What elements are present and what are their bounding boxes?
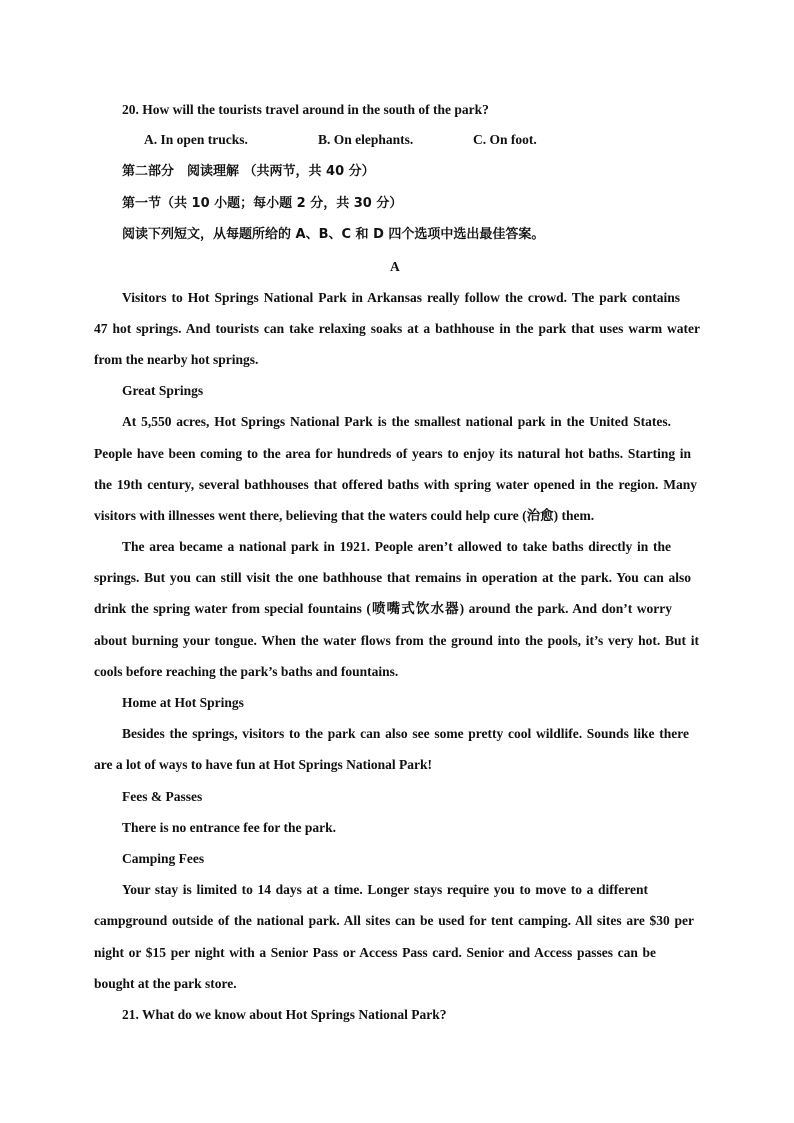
- great-line-2: People have been coming to the area for hundreds of years to enjoy its natural hot baths. Starting in: [94, 446, 691, 461]
- np-line-4: about burning your tongue. When the water flows from the ground into the pools, it’s very hot. But it: [94, 633, 699, 648]
- great-line-4: visitors with illnesses went there, believing that the waters could help cure (治愈) them.: [94, 508, 595, 523]
- question-21: 21. What do we know about Hot Springs National Park?: [122, 1007, 447, 1022]
- np-line-2: springs. But you can still visit the one bathhouse that remains in operation at the park. You can also: [94, 570, 691, 585]
- home-line-2: are a lot of ways to have fun at Hot Springs National Park!: [94, 757, 433, 772]
- great-line-3: the 19th century, several bathhouses that offered baths with spring water opened in the region. Many: [94, 477, 697, 492]
- q20-option-a: A. In open trucks.: [144, 132, 248, 147]
- instruction: 阅读下列短文，从每题所给的 A、B、C 和 D 四个选项中选出最佳答案。: [122, 227, 545, 242]
- section1-heading: 第一节（共 10 小题；每小题 2 分，共 30 分）: [122, 196, 403, 211]
- camping-line-2: campground outside of the national park. All sites can be used for tent camping. All sites are $30 per: [94, 913, 694, 928]
- camping-line-1: Your stay is limited to 14 days at a time. Longer stays require you to move to a different: [122, 882, 648, 897]
- heading-camping: Camping Fees: [122, 851, 205, 866]
- intro-line-1: Visitors to Hot Springs National Park in Arkansas really follow the crowd. The park contains: [122, 290, 680, 305]
- intro-line-3: from the nearby hot springs.: [94, 352, 259, 367]
- fees-line: There is no entrance fee for the park.: [122, 820, 336, 835]
- home-line-1: Besides the springs, visitors to the park can also see some pretty cool wildlife. Sounds like there: [122, 726, 689, 741]
- q20-option-b: B. On elephants.: [318, 132, 414, 147]
- np-line-3: drink the spring water from special fountains (喷嘴式饮水器) around the park. And don’t worry: [94, 601, 672, 616]
- passage-letter: A: [390, 259, 400, 274]
- heading-great-springs: Great Springs: [122, 383, 204, 398]
- heading-fees: Fees & Passes: [122, 789, 203, 804]
- intro-line-2: 47 hot springs. And tourists can take relaxing soaks at a bathhouse in the park that uses warm water: [94, 321, 700, 336]
- question-20: 20. How will the tourists travel around in the south of the park?: [122, 102, 489, 117]
- heading-home: Home at Hot Springs: [122, 695, 244, 710]
- q20-option-c: C. On foot.: [473, 132, 537, 147]
- part2-heading: 第二部分 阅读理解 （共两节，共 40 分）: [122, 164, 375, 179]
- camping-line-3: night or $15 per night with a Senior Pass or Access Pass card. Senior and Access passes can be: [94, 945, 656, 960]
- np-line-5: cools before reaching the park’s baths and fountains.: [94, 664, 399, 679]
- great-line-1: At 5,550 acres, Hot Springs National Park is the smallest national park in the United States.: [122, 414, 671, 429]
- np-line-1: The area became a national park in 1921. People aren’t allowed to take baths directly in the: [122, 539, 671, 554]
- camping-line-4: bought at the park store.: [94, 976, 237, 991]
